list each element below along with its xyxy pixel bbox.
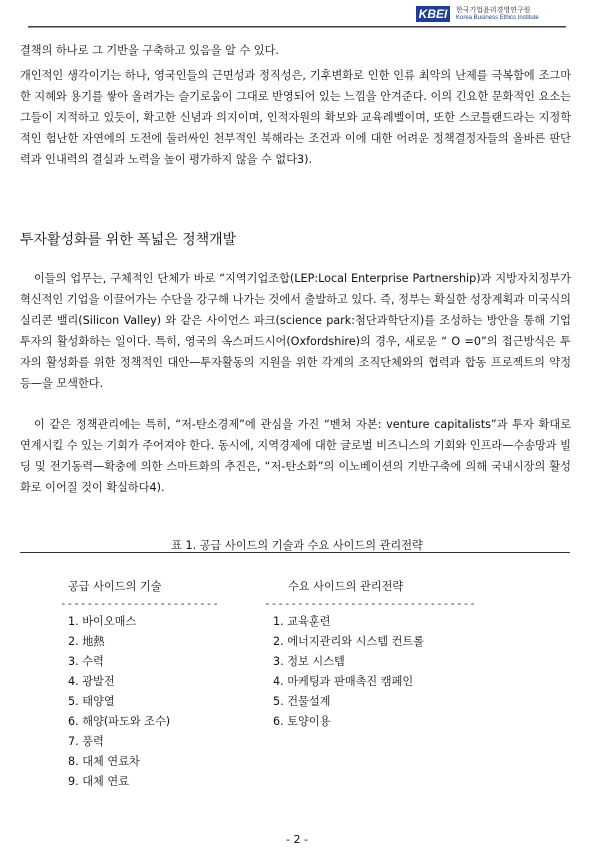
table-caption: 표 1. 공급 사이드의 기술과 수요 사이드의 관리전략 [171,539,423,552]
list-item: 3. 수력 [68,655,104,668]
list-item: 6. 토양이용 [273,715,331,728]
list-item: 6. 해양(파도와 조수) [68,715,171,728]
list-item: 5. 건물설계 [273,695,331,708]
supply-side-list [68,612,170,792]
logo-english-name: Korea Business Ethics Institute [456,15,539,21]
table-left-header: 공급 사이드의 기술 [68,580,162,593]
list-item: 4. 광발전 [68,675,115,688]
header-logo [416,4,566,26]
list-item: 1. 바이오매스 [68,615,137,628]
list-item: 3. 정보 시스템 [273,655,345,668]
paragraph-4: 이 같은 정책관리에는 특히, “저-탄소경제”에 관심을 가진 “벤쳐 자본: venture capitalists”과 투자 확대로 연계시킬 수 있는 기회가 주어져야 한다. 동시에, 지역경제에 대한 글로벌 비즈니스의 기회와 인프라—수송망과 빌딩 및 전기동력—확충에 의한 스마트화의 추진은, “저-탄소화”의 이노베이션의 기반구축에 의해 국내시장의 활성화로 이어질 것이 확실하다4). [20,418,571,494]
table-left-dashes: ------------------------ [60,597,219,610]
list-item: 1. 교육훈련 [273,615,331,628]
page-number: - 2 - [286,833,308,846]
list-item: 2. 에너지관리와 시스템 컨트롤 [273,635,425,648]
table-right-dashes: -------------------------------- [264,597,476,610]
list-item: 5. 태양열 [68,695,115,708]
list-item: 2. 地熱 [68,635,105,648]
paragraph-2: 개인적인 생각이기는 하나, 영국인들의 근면성과 정직성은, 기후변화로 인한 인류 최악의 난제를 극복함에 조그마한 지혜와 용기를 쌓아 올려가는 슬기로움이 그대로 반영되어 있는 느낌을 안겨준다. 이의 긴요한 문화적인 요소는 그들이 지적하고 있듯이, 확고한 신념과 의지이며, 인적자원의 확보와 교육레벨이며, 또한 스코틀랜드라는 지정학적인 험난한 자연에의 도전에 둘러싸인 천부적인 북해라는 조건과 이에 대한 어려운 정책결정자들의 올바른 판단력과 인내력의 결실과 노력을 높이 평가하지 않을 수 없다3). [20,69,571,166]
table-right-header: 수요 사이드의 관리전략 [288,580,404,593]
list-item: 8. 대체 연료차 [68,755,140,768]
list-item: 7. 풍력 [68,735,104,748]
list-item: 4. 마케팅과 판매촉진 캠페인 [273,675,414,688]
paragraph-1: 결책의 하나로 그 기반을 구축하고 있음을 알 수 있다. [20,44,279,57]
logo-mark: KBEI [416,6,450,22]
logo-korean-name: 한국기업윤리경영연구원 [456,6,531,14]
paragraph-3: 이들의 업무는, 구체적인 단체가 바로 “지역기업조합(LEP:Local Enterprise Partnership)과 지방자치정부가 혁신적인 기업을 이끌어가는 수단을 강구해 나가는 것에서 출발하고 있다. 즉, 정부는 확실한 성장계획과 미국식의 실리콘 밸리(Silicon Valley) 와 같은 사이언스 파크(science park:첨단과학단지)를 조성하는 방안을 통해 기업투자의 활성화하는 일이다. 특히, 영국의 옥스퍼드시어(Oxfordshire)의 경우, 새로운 “ O =0”의 접근방식은 투자의 활성화를 위한 정책적인 대안—투자활동의 지원을 위한 각계의 조직단체와의 협력과 합동 프로젝트의 약정 등—을 모색한다. [20,272,571,390]
table-rule [20,552,570,553]
header-rule [28,26,566,28]
list-item: 9. 대체 연료 [68,775,130,788]
demand-side-list [273,612,424,732]
section-heading: 투자활성화를 위한 폭넓은 정책개발 [20,232,237,248]
